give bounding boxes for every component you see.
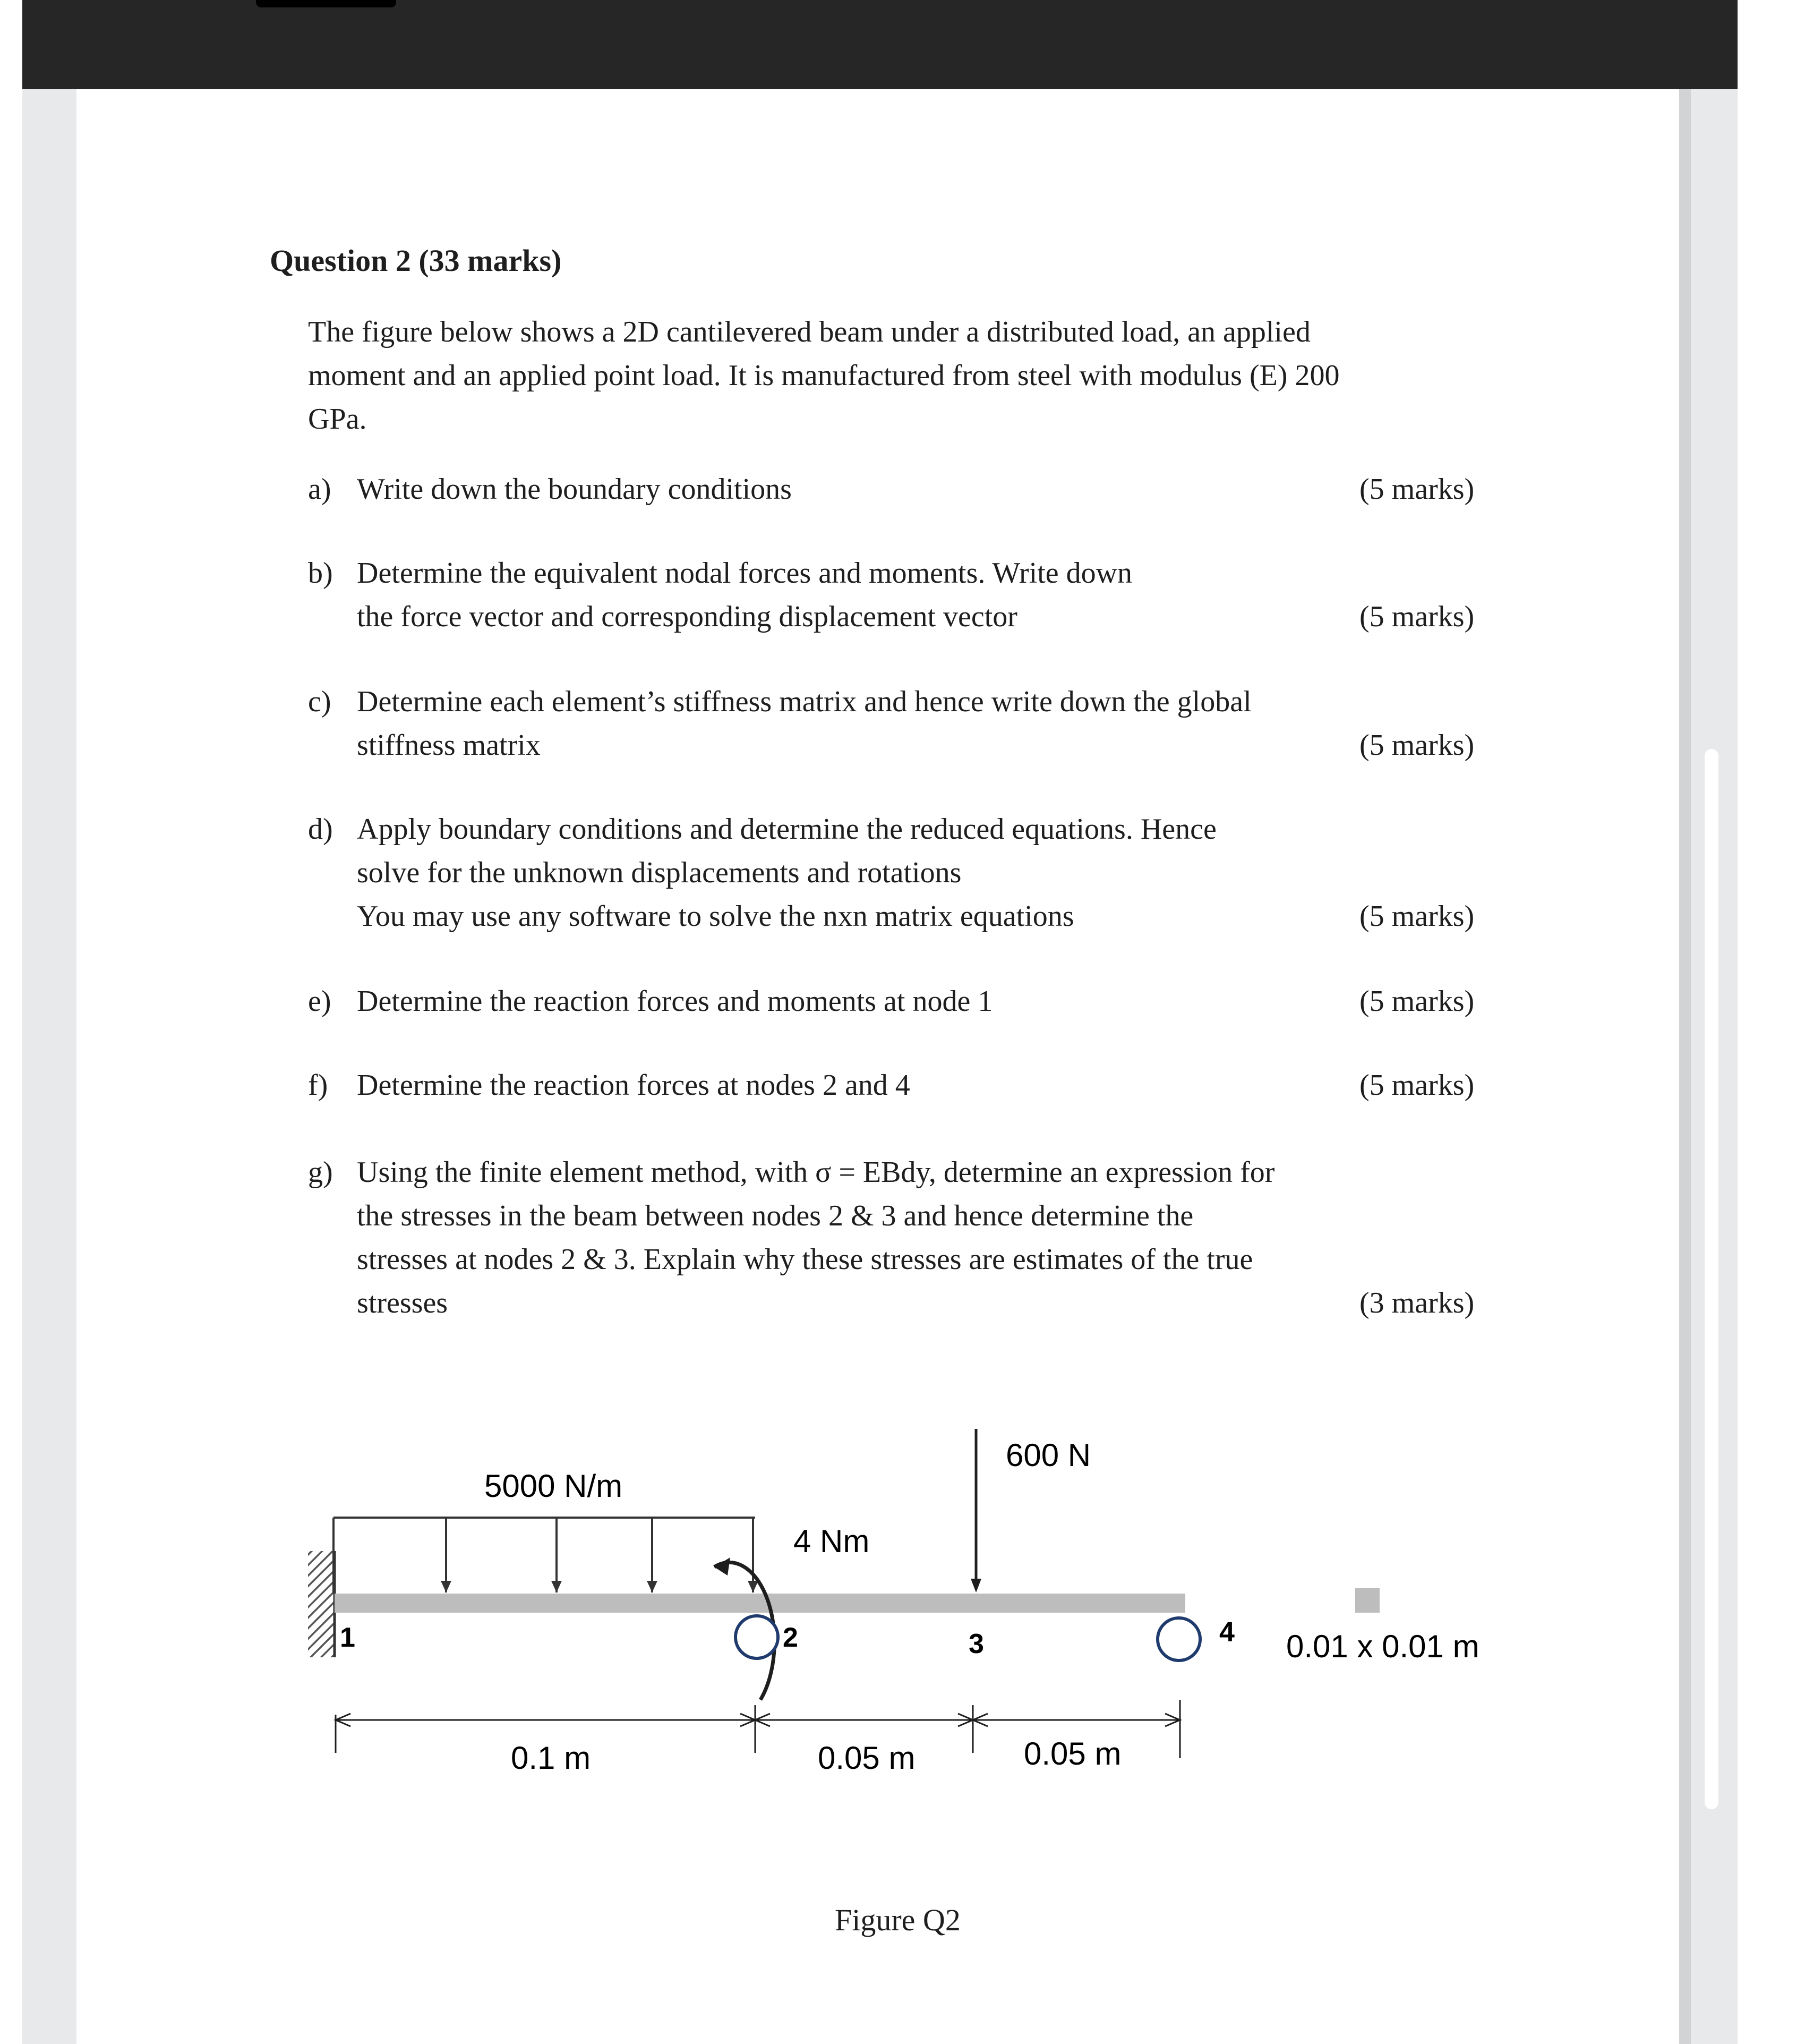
beam bbox=[335, 1594, 1185, 1613]
part-text-line: Write down the boundary conditions bbox=[357, 473, 792, 506]
part-label: b) bbox=[308, 557, 333, 590]
part-text-line: Using the finite element method, with σ = EBdy, determine an expression for bbox=[357, 1156, 1275, 1189]
part-text-line: Determine the equivalent nodal forces and moments. Write down bbox=[357, 557, 1133, 590]
cross-section-square-icon bbox=[1355, 1588, 1380, 1613]
part-marks: (5 marks) bbox=[1359, 985, 1475, 1018]
part-text-line: the stresses in the beam between nodes 2 & 3 and hence determine the bbox=[357, 1199, 1194, 1232]
roller-support-icon bbox=[1158, 1618, 1200, 1660]
part-text-line: stiffness matrix bbox=[357, 729, 541, 762]
part-text-line: the force vector and corresponding displacement vector bbox=[357, 600, 1017, 633]
node-label: 3 bbox=[969, 1629, 984, 1659]
part-text-line: solve for the unknown displacements and rotations bbox=[357, 856, 962, 889]
part-marks: (5 marks) bbox=[1359, 473, 1475, 506]
part-marks: (5 marks) bbox=[1359, 600, 1475, 633]
part-label: d) bbox=[308, 813, 333, 846]
intro-line: moment and an applied point load. It is manufactured from steel with modulus (E) 200 bbox=[308, 359, 1340, 392]
part-label: g) bbox=[308, 1156, 333, 1189]
part-text-line: stresses bbox=[357, 1287, 448, 1319]
node-label: 4 bbox=[1219, 1617, 1235, 1648]
node-label: 2 bbox=[783, 1622, 798, 1653]
part-label: a) bbox=[308, 473, 331, 506]
part-marks: (5 marks) bbox=[1359, 1069, 1475, 1102]
part-marks: (5 marks) bbox=[1359, 900, 1475, 933]
node-label: 1 bbox=[340, 1622, 355, 1653]
part-text-line: Apply boundary conditions and determine the reduced equations. Hence bbox=[357, 813, 1217, 846]
figure-caption: Figure Q2 bbox=[835, 1903, 961, 1937]
fixed-support-icon bbox=[308, 1551, 336, 1657]
roller-support-icon bbox=[735, 1616, 778, 1658]
part-text-line: Determine the reaction forces and moments at node 1 bbox=[357, 985, 993, 1018]
dimension-label: 0.05 m bbox=[1024, 1736, 1122, 1772]
intro-line: The figure below shows a 2D cantilevered beam under a distributed load, an applied bbox=[308, 316, 1311, 348]
cross-section-label: 0.01 x 0.01 m bbox=[1286, 1629, 1479, 1664]
part-label: c) bbox=[308, 685, 331, 718]
moment-label: 4 Nm bbox=[793, 1523, 870, 1559]
part-text-line: You may use any software to solve the nxn matrix equations bbox=[357, 900, 1074, 933]
part-marks: (5 marks) bbox=[1359, 729, 1475, 762]
part-text-line: Determine the reaction forces at nodes 2 and 4 bbox=[357, 1069, 910, 1102]
part-text-line: Determine each element’s stiffness matrix and hence write down the global bbox=[357, 685, 1252, 718]
dimension-label: 0.05 m bbox=[818, 1740, 916, 1776]
dimension-label: 0.1 m bbox=[511, 1740, 591, 1776]
point-load-label: 600 N bbox=[1006, 1437, 1091, 1473]
part-label: f) bbox=[308, 1069, 328, 1102]
question-title: Question 2 (33 marks) bbox=[270, 243, 562, 278]
point-load-arrow-icon bbox=[971, 1429, 981, 1592]
distributed-load bbox=[333, 1518, 758, 1592]
part-text-line: stresses at nodes 2 & 3. Explain why these stresses are estimates of the true bbox=[357, 1243, 1253, 1276]
intro-line: GPa. bbox=[308, 403, 367, 436]
part-marks: (3 marks) bbox=[1359, 1287, 1475, 1319]
part-label: e) bbox=[308, 985, 331, 1018]
distributed-load-label: 5000 N/m bbox=[484, 1468, 623, 1504]
